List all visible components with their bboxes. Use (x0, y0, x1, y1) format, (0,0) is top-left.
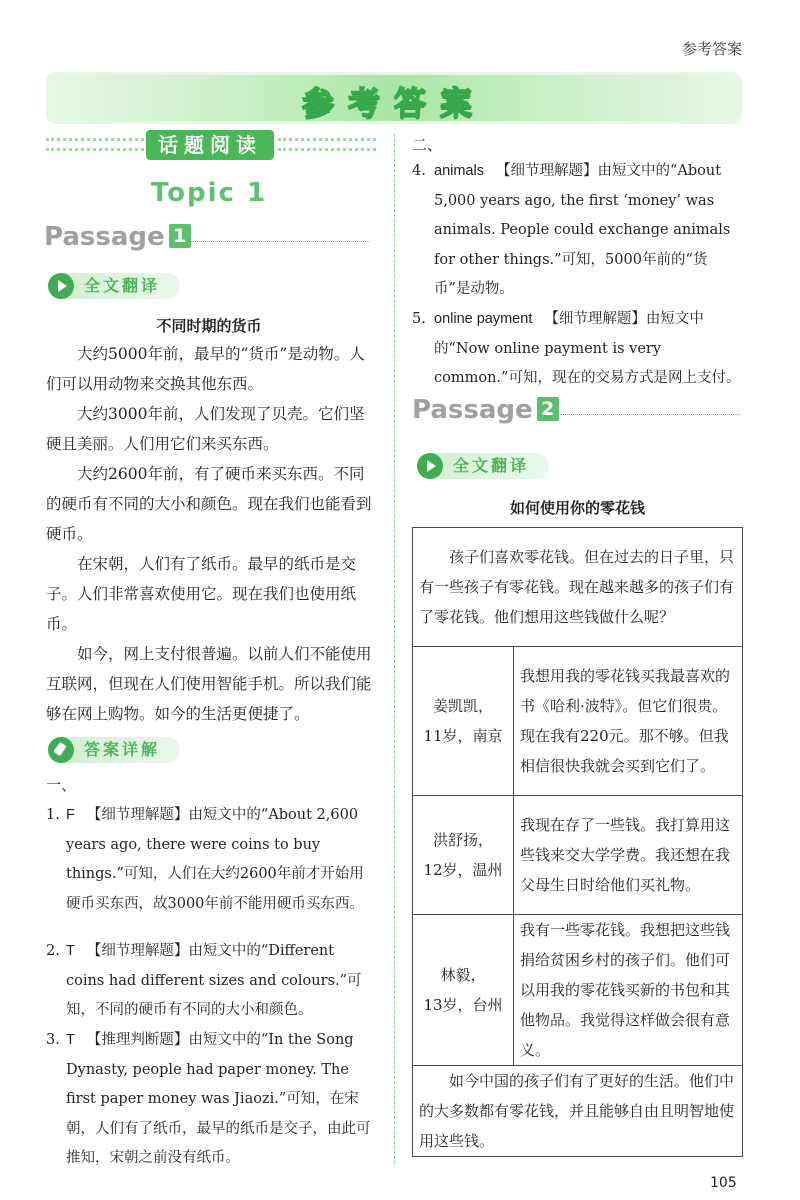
answer-key: online payment (434, 311, 533, 327)
passage-1-rule (190, 241, 370, 242)
answer-key: F (66, 807, 75, 823)
page-number: 105 (710, 1175, 737, 1191)
person-info: 13岁，台州 (423, 996, 503, 1014)
passage-2-title: 如何使用你的零花钱 (509, 499, 645, 517)
answer-item (412, 157, 743, 305)
person-cell (413, 796, 514, 915)
table-row (413, 528, 743, 647)
intro-cell: 孩子们喜欢零花钱。但在过去的日子里，只有一些孩子有零花钱。现在越来越多的孩子们有了零花钱。他们想用这些钱做什么呢？ (413, 528, 743, 647)
person-info: 11岁，南京 (423, 727, 503, 745)
answer-explanation: 【细节理解题】由短文中的“About 5,000 years ago, the first ‘money’ was animals. People could exchange animals for other things.”可知，5000年前的“货币”是动物。 (434, 163, 731, 297)
answers-label-text: 答案详解 (84, 740, 161, 759)
person-cell (413, 647, 514, 796)
passage-2-table (412, 527, 743, 1157)
topic-title: Topic 1 (150, 178, 268, 208)
person-cell (413, 915, 514, 1066)
paragraph: 大约3000年前，人们发现了贝壳。它们坚硬且美丽。人们用它们来买东西。 (46, 405, 365, 453)
translation-label-2 (417, 453, 549, 479)
person-name: 姜凯凯， (432, 697, 493, 715)
translation-label-1 (48, 273, 180, 299)
passage-word: Passage (412, 395, 533, 425)
answer-item (46, 801, 372, 919)
part-1-label: 一、 (46, 776, 77, 794)
answer-item (46, 937, 372, 1026)
banner-title: 参考答案 (301, 84, 486, 122)
passage-1-label (44, 222, 191, 252)
passage-number: 2 (537, 397, 559, 421)
answer-key: T (66, 943, 75, 959)
translation-label-text: 全文翻译 (84, 276, 161, 295)
answer-banner (46, 72, 742, 124)
answer-explanation: 【细节理解题】由短文中的“Now online payment is very common.”可知，现在的交易方式是网上支付。 (434, 311, 741, 386)
translation-label-text: 全文翻译 (453, 456, 530, 475)
answer-number: 2. (46, 943, 60, 959)
statement-cell: 我有一些零花钱。我想把这些钱捐给贫困乡村的孩子们。他们可以用我的零花钱买新的书包和其他物品。我觉得这样做会很有意义。 (514, 915, 743, 1066)
paragraph: 如今，网上支付很普遍。以前人们不能使用互联网，但现在人们使用智能手机。所以我们能够在网上购物。如今的生活更便捷了。 (46, 645, 372, 723)
statement-cell: 我想用我的零花钱买我最喜欢的书《哈利·波特》。但它们很贵。现在我有220元。那不够。但我相信很快我就会买到它们了。 (514, 647, 743, 796)
passage-1-translation (46, 339, 372, 729)
paragraph: 大约2600年前，有了硬币来买东西。不同的硬币有不同的大小和颜色。现在我们也能看到硬币。 (46, 465, 372, 543)
section-title: 话题阅读 (146, 130, 274, 160)
answer-explanation: 【推理判断题】由短文中的“In the Song Dynasty, people had paper money. The first paper money was Jiaozi.”可知，在宋朝，人们有了纸币，最早的纸币是交子，由此可推知，宋朝之前没有纸币。 (66, 1032, 371, 1166)
passage-number: 1 (169, 224, 191, 248)
section-header (46, 128, 376, 164)
running-head: 参考答案 (681, 40, 742, 58)
answer-explanation: 【细节理解题】由短文中的“About 2,600 years ago, there were coins to buy things.”可知，人们在大约2600年前才开始用硬币买东西，故3000年前不能用硬币买东西。 (66, 807, 364, 912)
passage-2-rule (560, 414, 740, 415)
outro-cell: 如今中国的孩子们有了更好的生活。他们中的大多数都有零花钱，并且能够自由且明智地使用这些钱。 (413, 1066, 743, 1157)
answer-key: animals (434, 163, 484, 179)
answers-label (48, 737, 180, 763)
play-icon (417, 453, 443, 479)
statement-cell: 我现在存了一些钱。我打算用这些钱来交大学学费。我还想在我父母生日时给他们买礼物。 (514, 796, 743, 915)
paragraph: 在宋朝，人们有了纸币。最早的纸币是交子。人们非常喜欢使用它。现在我们也使用纸币。 (46, 555, 357, 633)
answer-number: 3. (46, 1032, 60, 1048)
table-row (413, 1066, 743, 1157)
person-name: 林毅， (440, 966, 486, 984)
passage-2-label (412, 395, 559, 425)
answer-number: 4. (412, 163, 426, 179)
person-name: 洪舒扬， (432, 831, 493, 849)
pen-icon (48, 737, 74, 763)
table-row (413, 796, 743, 915)
play-icon (48, 273, 74, 299)
answer-explanation: 【细节理解题】由短文中的“Different coins had different sizes and colours.”可知，不同的硬币有不同的大小和颜色。 (66, 943, 362, 1018)
person-info: 12岁，温州 (423, 861, 503, 879)
answer-number: 1. (46, 807, 60, 823)
table-row (413, 647, 743, 796)
table-row (413, 915, 743, 1066)
part-2-label: 二、 (412, 136, 443, 154)
answer-item (46, 1026, 372, 1174)
passage-1-title: 不同时期的货币 (156, 317, 262, 335)
answer-key: T (66, 1032, 75, 1048)
passage-word: Passage (44, 222, 165, 252)
answer-number: 5. (412, 311, 426, 327)
paragraph: 大约5000年前，最早的“货币”是动物。人们可以用动物来交换其他东西。 (46, 345, 365, 393)
answer-item (412, 305, 743, 394)
column-divider (394, 134, 395, 1164)
